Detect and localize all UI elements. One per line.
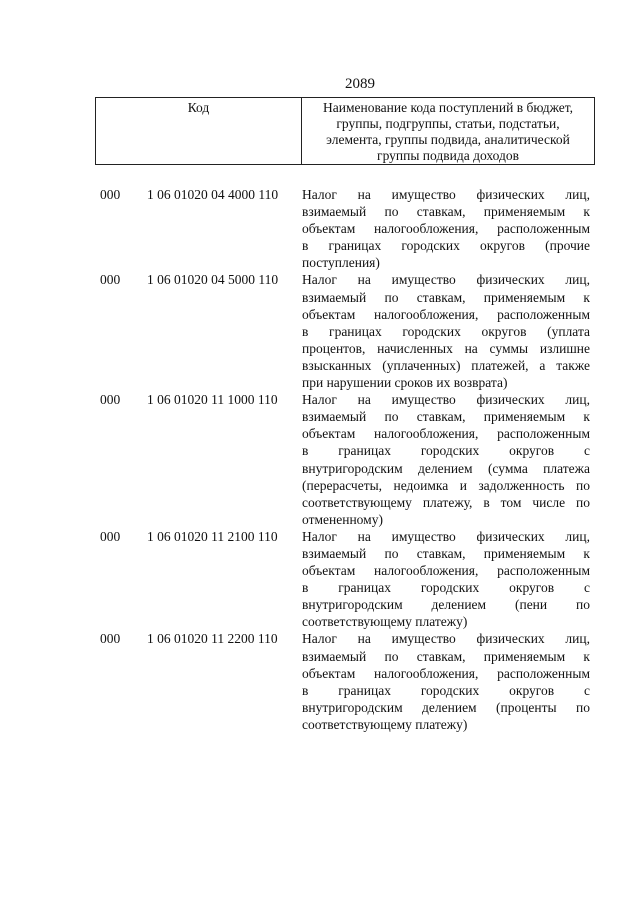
description-line: взимаемый по ставкам, применяемым к [302, 545, 590, 561]
table-row [100, 391, 590, 528]
header-code-column: Код [96, 98, 302, 164]
revenue-code: 1 06 01020 04 5000 110 [147, 272, 279, 288]
revenue-code: 1 06 01020 11 2200 110 [147, 631, 278, 647]
header-name-line: группы, подгруппы, статьи, подстатьи, [336, 116, 560, 131]
description-line: объектам налогообложения, расположенным [302, 306, 590, 322]
revenue-description [302, 186, 590, 271]
header-name-column [302, 98, 594, 164]
description-line: взимаемый по ставкам, применяемым к [302, 409, 590, 425]
admin-code: 000 [100, 631, 121, 647]
revenue-code: 1 06 01020 11 1000 110 [147, 392, 278, 408]
table-row [100, 630, 590, 733]
description-line: Налог на имущество физических лиц, [302, 528, 590, 544]
description-line: внутригородским делением (сумма платежа [302, 460, 590, 476]
description-line: взимаемый по ставкам, применяемым к [302, 648, 590, 664]
admin-code: 000 [100, 187, 121, 202]
table-row [100, 528, 590, 631]
admin-code: 000 [100, 272, 121, 288]
description-line: объектам налогообложения, расположенным [302, 563, 590, 579]
description-line: взимаемый по ставкам, применяемым к [302, 289, 590, 305]
revenue-description [302, 391, 590, 528]
description-line: объектам налогообложения, расположенным [302, 665, 590, 681]
header-name-line: группы подвида доходов [377, 148, 519, 163]
description-line: поступления) [302, 255, 380, 271]
description-line: в границах городских округов (прочие [302, 238, 590, 254]
description-line: соответствующему платежу, в том числе по [302, 494, 590, 510]
description-line: процентов, начисленных на суммы излишне [302, 340, 590, 356]
description-line: в границах городских округов с [302, 443, 590, 459]
revenue-description [302, 528, 590, 631]
page-number: 2089 [345, 76, 375, 92]
admin-code: 000 [100, 392, 121, 408]
revenue-code: 1 06 01020 11 2100 110 [147, 528, 278, 544]
description-line: в границах городских округов (уплата [302, 323, 590, 339]
description-line: Налог на имущество физических лиц, [302, 631, 590, 647]
header-name-line: Наименование кода поступлений в бюджет, [322, 100, 573, 115]
table-row [100, 271, 590, 391]
description-line: соответствующему платежу) [302, 614, 468, 630]
description-line: объектам налогообложения, расположенным [302, 221, 590, 237]
header-name-line: элемента, группы подвида, аналитической [326, 132, 570, 147]
revenue-description [302, 630, 590, 733]
description-line: внутригородским делением (проценты по [302, 699, 590, 715]
description-line: отмененному) [302, 511, 383, 527]
description-line: Налог на имущество физических лиц, [302, 187, 590, 202]
table-header [95, 97, 595, 165]
description-line: (перерасчеты, недоимка и задолженность по [302, 477, 590, 493]
description-line: внутригородским делением (пени по [302, 597, 590, 613]
description-line: при нарушении сроков их возврата) [302, 375, 508, 391]
description-line: взысканных (уплаченных) платежей, а также [302, 357, 590, 373]
revenue-code: 1 06 01020 04 4000 110 [147, 187, 279, 202]
description-line: в границах городских округов с [302, 682, 590, 698]
description-line: взимаемый по ставкам, применяемым к [302, 204, 590, 220]
description-line: соответствующему платежу) [302, 716, 468, 732]
table-body [100, 186, 590, 733]
admin-code: 000 [100, 528, 121, 544]
table-row [100, 186, 590, 271]
description-line: в границах городских округов с [302, 580, 590, 596]
revenue-description [302, 271, 590, 391]
description-line: Налог на имущество физических лиц, [302, 392, 590, 408]
description-line: Налог на имущество физических лиц, [302, 272, 590, 288]
description-line: объектам налогообложения, расположенным [302, 426, 590, 442]
